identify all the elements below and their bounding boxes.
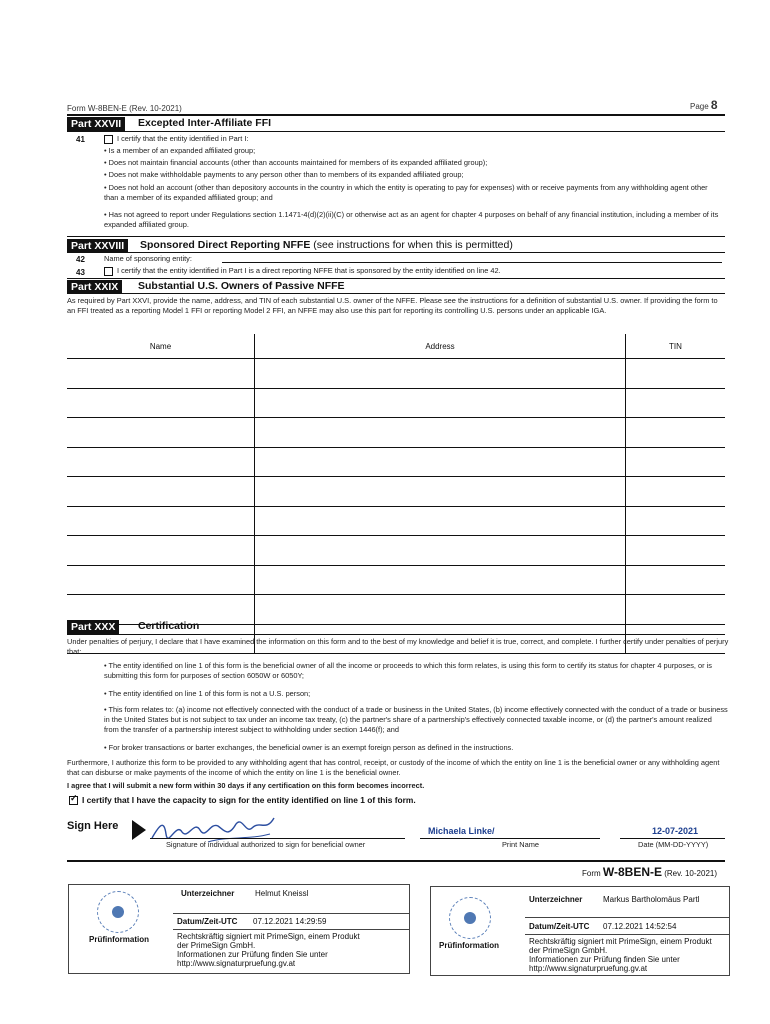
name-cell[interactable]: [67, 565, 255, 595]
bullet-item: • Does not hold an account (other than depository accounts in the country in which the entity is operating to pay for expenses) with or receive payments from any withholding agent other than a member of its expanded affiliated group; and: [104, 183, 708, 202]
signature-caption: Signature of individual authorized to sign for beneficial owner: [166, 840, 366, 849]
part-xxx-tag: Part XXX: [67, 620, 119, 634]
date-value: 07.12.2021 14:29:59: [253, 917, 327, 926]
name-cell[interactable]: [67, 536, 255, 566]
address-cell[interactable]: [255, 506, 626, 536]
page-number: 8: [710, 98, 718, 112]
column-header-name: Name: [67, 334, 255, 359]
capacity-checkbox[interactable]: [69, 793, 78, 805]
table-row: [67, 506, 725, 536]
bullet-item: • For broker transactions or barter exchanges, the beneficial owner is an exempt foreign person as defined in the instructions.: [104, 743, 514, 752]
part-xxviii-title: Sponsored Direct Reporting NFFE (see instructions for when this is permitted): [140, 239, 513, 251]
tin-cell[interactable]: [626, 447, 726, 477]
tin-cell[interactable]: [626, 477, 726, 507]
part-xxix-title: Substantial U.S. Owners of Passive NFFE: [138, 280, 345, 292]
divider: [67, 131, 725, 132]
bullet-item: • The entity identified on line 1 of this form is not a U.S. person;: [104, 689, 311, 698]
line-41-number: 41: [76, 135, 85, 144]
table-header-row: [67, 334, 725, 359]
divider: [525, 934, 729, 935]
part-xxix-tag: Part XXIX: [67, 280, 122, 294]
form-header-name: Form W-8BEN-E (Rev. 10-2021): [67, 104, 182, 113]
signer-label: Unterzeichner: [181, 889, 235, 898]
certification-furthermore: Furthermore, I authorize this form to be provided to any withholding agent that has control, receipt, or custody of the income of which the entity on line 1 is the beneficial owner or any withholding agent that can disburse or make payments of the income of which the entity on line 1 is the beneficial owner.: [67, 758, 720, 777]
table-row: [67, 565, 725, 595]
bullet-item: • Does not maintain financial accounts (other than accounts maintained for members of its expanded affiliated group);: [104, 158, 488, 167]
tin-cell[interactable]: [626, 595, 726, 625]
address-cell[interactable]: [255, 595, 626, 625]
capacity-row: [69, 795, 416, 805]
info-text: Rechtskräftig signiert mit PrimeSign, einem Produkt der PrimeSign GmbH. Informationen zur Prüfung finden Sie unter http://www.signaturpruefung.gv.at: [177, 932, 360, 968]
name-cell[interactable]: [67, 359, 255, 389]
bullet-item: • Is a member of an expanded affiliated group;: [104, 146, 256, 155]
bullet-item: • This form relates to: (a) income not effectively connected with the conduct of a trade or business in the United States, (b) income effectively connected with the conduct of a trade or business in the United States but is not subject to tax under an income tax treaty, (c) the partner's share of a partnership's effectively connected taxable income, or (d) the partner's amount realized from the transfer of a partnership interest subject to withholding under section 1446(f); and: [104, 705, 728, 734]
line-43-number: 43: [76, 268, 85, 277]
divider: [67, 634, 725, 635]
capacity-text: I certify that I have the capacity to sign for the entity identified on line 1 of this form.: [82, 795, 416, 805]
certification-intro: Under penalties of perjury, I declare that I have examined the information on this form and to the best of my knowledge and belief it is true, correct, and complete. I further certify under penalties of perjury that:: [67, 637, 729, 656]
address-cell[interactable]: [255, 565, 626, 595]
date-label: Datum/Zeit-UTC: [177, 917, 238, 926]
tin-cell[interactable]: [626, 359, 726, 389]
signer-value: Helmut Kneissl: [255, 889, 309, 898]
table-row: [67, 447, 725, 477]
info-text: Rechtskräftig signiert mit PrimeSign, einem Produkt der PrimeSign GmbH. Informationen zur Prüfung finden Sie unter http://www.signaturpruefung.gv.at: [529, 937, 712, 973]
sponsoring-entity-field[interactable]: [222, 262, 722, 263]
address-cell[interactable]: [255, 447, 626, 477]
table-row: [67, 418, 725, 448]
check-mark-icon: ✓: [70, 793, 78, 804]
part-xxvii-title: Excepted Inter-Affiliate FFI: [138, 117, 272, 129]
part-xxx-title: Certification: [138, 620, 200, 632]
bullet-item: • Has not agreed to report under Regulations section 1.1471-4(d)(2)(ii)(C) or otherwise act as an agent for chapter 4 purposes on behalf of any financial institution, including a member of its expanded affiliated group.: [104, 210, 719, 229]
table-row: [67, 359, 725, 389]
name-cell[interactable]: [67, 506, 255, 536]
print-name-caption: Print Name: [502, 840, 539, 849]
signature-stamp: [430, 886, 730, 976]
seal-icon: [449, 897, 491, 939]
date-line: [620, 838, 725, 839]
sign-arrow-icon: [132, 820, 148, 840]
table-row: [67, 536, 725, 566]
column-header-address: Address: [255, 334, 626, 359]
line-42-label: Name of sponsoring entity:: [104, 254, 192, 263]
part-xxix-intro: As required by Part XXVI, provide the name, address, and TIN of each substantial U.S. owner of the NFFE. Please see the instructions for a definition of substantial U.S. owner. If providing the form to an FFI treated as a reporting Model 1 FFI or reporting Model 2 FFI, an NFFE may also use this part for reporting its controlling U.S. persons under an applicable IGA.: [67, 296, 718, 315]
info-label: Prüfinformation: [439, 941, 499, 950]
address-cell[interactable]: [255, 418, 626, 448]
line-41-text: I certify that the entity identified in Part I:: [117, 134, 249, 143]
divider: [525, 917, 729, 918]
divider: [67, 252, 725, 253]
owners-table: [67, 334, 725, 654]
line-41-row: [104, 134, 248, 144]
signature-line[interactable]: [150, 838, 405, 839]
divider: [173, 913, 409, 914]
table-row: [67, 388, 725, 418]
address-cell[interactable]: [255, 477, 626, 507]
line-43-checkbox[interactable]: [104, 267, 113, 276]
bullet-item: • The entity identified on line 1 of this form is the beneficial owner of all the income or proceeds to which this form relates, is using this form to certify its status for chapter 4 purposes, or is submitting this form for purposes of section 6050W or 6050Y;: [104, 661, 712, 680]
date-value: 12-07-2021: [652, 826, 699, 836]
address-cell[interactable]: [255, 359, 626, 389]
certification-agree: I agree that I will submit a new form within 30 days if any certification on this form becomes incorrect.: [67, 781, 425, 790]
signature-stamp: [68, 884, 410, 974]
address-cell[interactable]: [255, 388, 626, 418]
bullet-item: • Does not make withholdable payments to any person other than to members of its expanded affiliated group;: [104, 170, 464, 179]
table-row: [67, 477, 725, 507]
date-value: 07.12.2021 14:52:54: [603, 922, 677, 931]
line-41-checkbox[interactable]: [104, 135, 113, 144]
line-43-text: I certify that the entity identified in Part I is a direct reporting NFFE that is sponsored by the entity identified on line 42.: [117, 266, 501, 275]
tin-cell[interactable]: [626, 536, 726, 566]
date-caption: Date (MM-DD-YYYY): [638, 840, 709, 849]
tin-cell[interactable]: [626, 506, 726, 536]
part-xxviii-tag: Part XXVIII: [67, 239, 128, 253]
date-label: Datum/Zeit-UTC: [529, 922, 590, 931]
line-43-row: [104, 266, 501, 276]
name-cell[interactable]: [67, 477, 255, 507]
sign-here-label: Sign Here: [67, 820, 119, 832]
seal-icon: [97, 891, 139, 933]
column-header-tin: TIN: [626, 334, 726, 359]
print-name-value: Michaela Linke/: [428, 826, 495, 836]
signer-value: Markus Bartholomäus Partl: [603, 895, 700, 904]
name-cell[interactable]: [67, 447, 255, 477]
address-cell[interactable]: [255, 536, 626, 566]
tin-cell[interactable]: [626, 418, 726, 448]
divider: [67, 860, 725, 862]
divider: [67, 293, 725, 294]
name-cell[interactable]: [67, 418, 255, 448]
divider: [173, 929, 409, 930]
line-42-number: 42: [76, 255, 85, 264]
info-label: Prüfinformation: [89, 935, 149, 944]
footer-form-label: Form W-8BEN-E (Rev. 10-2021): [582, 865, 717, 879]
signer-label: Unterzeichner: [529, 895, 583, 904]
divider: [67, 236, 725, 237]
name-cell[interactable]: [67, 388, 255, 418]
tin-cell[interactable]: [626, 565, 726, 595]
page-number-label: Page 8: [690, 98, 718, 112]
tin-cell[interactable]: [626, 388, 726, 418]
print-name-line: [420, 838, 600, 839]
part-xxvii-tag: Part XXVII: [67, 117, 125, 131]
